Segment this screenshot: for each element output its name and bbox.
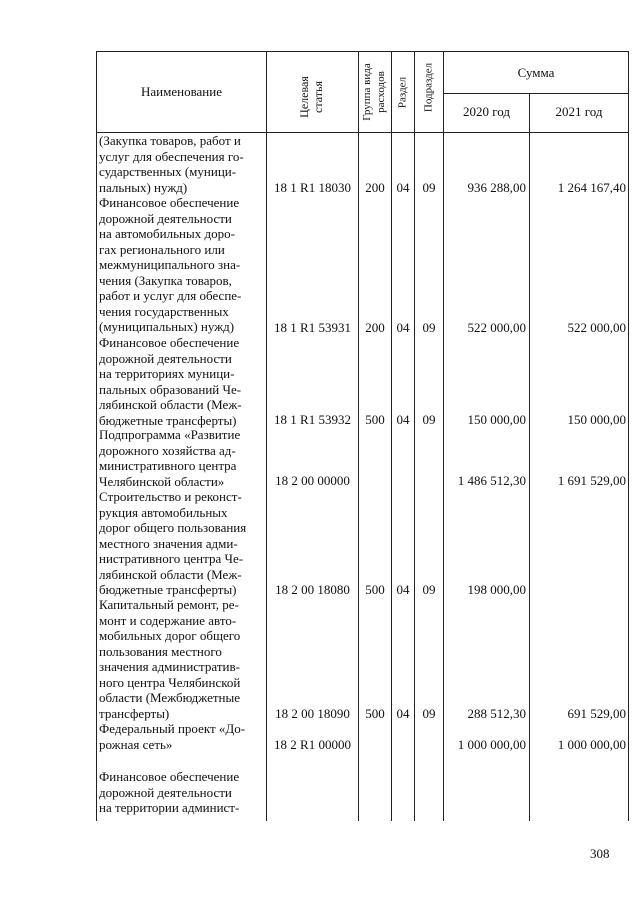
row-sum-2020: 936 288,00 (467, 180, 526, 195)
row-target-code: 18 2 00 18090 (275, 706, 350, 721)
row-name: Строительство и реконст- рукция автомобильных дорог общего пользования местного значения адми- нистративного центра Че- лябинской области (Меж- бюджетные трансферты) (99, 489, 247, 597)
header-year-2021: 2021 год (555, 104, 603, 119)
header-target-article: Целевая статья (297, 76, 325, 118)
sum-header-divider (443, 93, 629, 94)
row-section: 04 (396, 180, 410, 195)
row-target-code: 18 2 R1 00000 (274, 737, 351, 752)
row-section: 04 (396, 706, 410, 721)
header-sum: Сумма (517, 65, 555, 80)
header-section: Раздел (396, 76, 409, 109)
row-sum-2020: 522 000,00 (467, 320, 526, 335)
row-name: Финансовое обеспечение дорожной деятельности на автомобильных доро- гах регионального или межмуниципального зна- чения (Закупка товаров, работ и услуг для обеспе- чения государственных (муниципальных) нужд) (99, 195, 242, 334)
header-expense-group: Группа вида расходов (361, 63, 387, 121)
header-year-2020: 2020 год (463, 104, 510, 119)
header-subsection: Подраздел (422, 62, 435, 113)
table-right-border (628, 51, 629, 821)
row-name: (Закупка товаров, работ и услуг для обеспечения го- сударственных (муници- пальных) нужд) (99, 133, 244, 195)
header-name: Наименование (141, 84, 222, 99)
row-sum-2020: 288 512,30 (467, 706, 526, 721)
row-target-code: 18 1 R1 53931 (274, 320, 351, 335)
row-sum-2020: 150 000,00 (467, 412, 526, 427)
row-sum-2020: 198 000,00 (467, 582, 526, 597)
row-target-code: 18 1 R1 18030 (274, 180, 351, 195)
row-subsection: 09 (422, 320, 436, 335)
page-number: 308 (590, 846, 610, 861)
row-name: Подпрограмма «Развитие дорожного хозяйства ад- министративного центра Челябинской области» (99, 427, 241, 489)
row-sum-2021: 150 000,00 (567, 412, 626, 427)
row-group: 500 (365, 412, 385, 427)
row-sum-2021: 691 529,00 (567, 706, 626, 721)
row-target-code: 18 2 00 18080 (275, 582, 350, 597)
row-target-code: 18 2 00 00000 (275, 473, 350, 488)
row-sum-2021: 522 000,00 (567, 320, 626, 335)
row-sum-2020: 1 486 512,30 (457, 473, 526, 488)
row-subsection: 09 (422, 582, 436, 597)
row-group: 200 (365, 180, 385, 195)
row-sum-2021: 1 264 167,40 (557, 180, 626, 195)
row-subsection: 09 (422, 412, 436, 427)
row-sum-2021: 1 691 529,00 (557, 473, 626, 488)
row-name: Капитальный ремонт, ре- монт и содержание авто- мобильных дорог общего пользования местного значения административ- ного центра Челябинской области (Межбюджетные трансферты) (99, 597, 241, 721)
row-subsection: 09 (422, 706, 436, 721)
row-sum-2021: 1 000 000,00 (557, 737, 626, 752)
row-section: 04 (396, 582, 410, 597)
row-name: Финансовое обеспечение дорожной деятельности на территориях муници- пальных образований Че- лябинской области (Меж- бюджетные трансферты) (99, 335, 242, 428)
row-target-code: 18 1 R1 53932 (274, 412, 351, 427)
row-group: 500 (365, 706, 385, 721)
row-section: 04 (396, 320, 410, 335)
row-sum-2020: 1 000 000,00 (457, 737, 526, 752)
row-group: 500 (365, 582, 385, 597)
row-name: Финансовое обеспечение дорожной деятельности на территории админист- (99, 769, 240, 815)
row-name: Федеральный проект «До- рожная сеть» (99, 721, 246, 752)
row-group: 200 (365, 320, 385, 335)
row-subsection: 09 (422, 180, 436, 195)
row-section: 04 (396, 412, 410, 427)
table-left-border (96, 51, 97, 821)
